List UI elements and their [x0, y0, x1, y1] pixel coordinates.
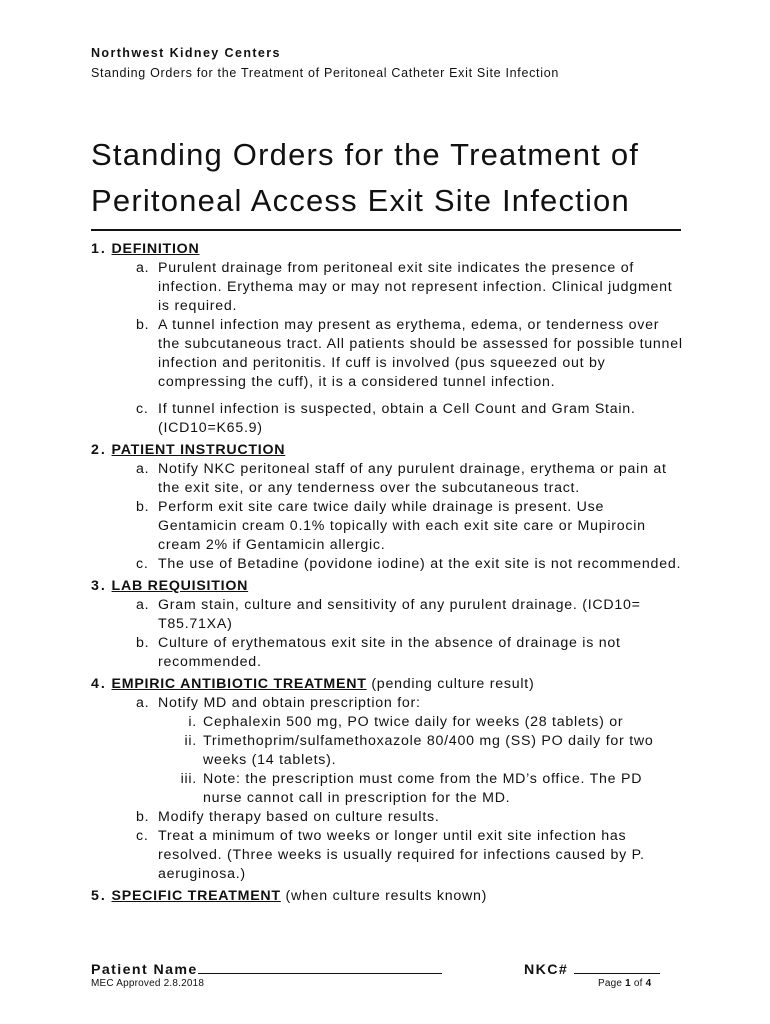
section-title-note: (when culture results known)	[280, 888, 488, 904]
list-marker: ii.	[184, 733, 197, 749]
patient-id-line	[91, 959, 681, 978]
page-total: 4	[645, 978, 652, 989]
patient-name-field[interactable]	[198, 959, 442, 974]
title-divider	[91, 229, 681, 231]
list-item-text: Modify therapy based on culture results.	[158, 809, 440, 825]
list-item	[91, 400, 683, 438]
list-marker: i.	[188, 714, 197, 730]
list-item	[91, 596, 683, 634]
list-marker: iii.	[180, 771, 197, 787]
list-item	[91, 316, 683, 392]
list-item	[91, 634, 683, 672]
section-title: PATIENT INSTRUCTION	[111, 442, 286, 458]
section-title: EMPIRIC ANTIBIOTIC TREATMENT	[111, 676, 367, 692]
section-definition	[91, 240, 683, 438]
list-marker: a.	[136, 260, 150, 276]
section-number: 3.	[91, 578, 107, 594]
section-number: 4.	[91, 676, 107, 692]
sub-list-item	[91, 732, 683, 770]
list-marker: b.	[136, 809, 150, 825]
header-organization: Northwest Kidney Centers	[91, 46, 281, 60]
page-current: 1	[625, 978, 631, 989]
list-item-text: If tunnel infection is suspected, obtain a Cell Count and Gram Stain. (ICD10=K65.9)	[158, 401, 636, 436]
list-marker: b.	[136, 499, 150, 515]
list-item	[91, 808, 683, 827]
header-subtitle: Standing Orders for the Treatment of Peritoneal Catheter Exit Site Infection	[91, 66, 560, 80]
list-item	[91, 460, 683, 498]
list-marker: c.	[136, 828, 149, 844]
section-heading	[91, 887, 683, 906]
section-title: SPECIFIC TREATMENT	[111, 888, 281, 904]
section-specific-treatment	[91, 887, 683, 906]
section-number: 1.	[91, 241, 107, 257]
title-line-1: Standing Orders for the Treatment of	[91, 137, 640, 172]
list-item-text: Purulent drainage from peritoneal exit site indicates the presence of infection. Erythema may or may not represent infection. Clinical judgment is required.	[158, 260, 673, 314]
list-item	[91, 694, 683, 713]
list-item-text: A tunnel infection may present as erythema, edema, or tenderness over the subcutaneous tract. All patients should be assessed for possible tunnel infection and peritonitis. If cuff is involved (pus squeezed out by compressing the cuff), it is a considered tunnel infection.	[158, 317, 683, 390]
section-heading	[91, 240, 683, 259]
list-item	[91, 498, 683, 555]
list-item-text: Notify MD and obtain prescription for:	[158, 695, 421, 711]
section-heading	[91, 577, 683, 596]
list-marker: a.	[136, 461, 150, 477]
list-item-text: Treat a minimum of two weeks or longer until exit site infection has resolved. (Three weeks is usually required for infections caused by P. aeruginosa.)	[158, 828, 645, 882]
page-number	[598, 978, 651, 989]
section-title: DEFINITION	[111, 241, 200, 257]
section-title-note: (pending culture result)	[366, 676, 535, 692]
nkc-number-label: NKC#	[524, 962, 569, 978]
section-heading	[91, 441, 683, 460]
section-lab-requisition	[91, 577, 683, 672]
list-item-text: Note: the prescription must come from the MD’s office. The PD nurse cannot call in prescription for the MD.	[203, 771, 643, 806]
list-item	[91, 555, 683, 574]
list-marker: b.	[136, 317, 150, 333]
list-item-text: Trimethoprim/sulfamethoxazole 80/400 mg (SS) PO daily for two weeks (14 tablets).	[203, 733, 654, 768]
list-item-text: Gram stain, culture and sensitivity of any purulent drainage. (ICD10= T85.71XA)	[158, 597, 641, 632]
sub-list-item	[91, 770, 683, 808]
document-body	[91, 240, 683, 909]
list-item-text: Notify NKC peritoneal staff of any purulent drainage, erythema or pain at the exit site, or any tenderness over the subcutaneous tract.	[158, 461, 667, 496]
approval-note: MEC Approved 2.8.2018	[91, 978, 205, 989]
page-of-word: of	[633, 978, 643, 989]
sub-list-item	[91, 713, 683, 732]
section-heading	[91, 675, 683, 694]
list-marker: c.	[136, 401, 149, 417]
list-marker: a.	[136, 597, 150, 613]
section-number: 2.	[91, 442, 107, 458]
list-item-text: Cephalexin 500 mg, PO twice daily for weeks (28 tablets) or	[203, 714, 624, 730]
section-title: LAB REQUISITION	[111, 578, 249, 594]
patient-name-label: Patient Name	[91, 962, 198, 978]
page-word: Page	[598, 978, 623, 989]
nkc-number-group	[524, 959, 660, 978]
nkc-number-field[interactable]	[574, 959, 660, 974]
list-item-text: Perform exit site care twice daily while drainage is present. Use Gentamicin cream 0.1% topically with each exit site care or Mupirocin cream 2% if Gentamicin allergic.	[158, 499, 646, 553]
list-marker: c.	[136, 556, 149, 572]
list-item-text: Culture of erythematous exit site in the absence of drainage is not recommended.	[158, 635, 621, 670]
list-marker: b.	[136, 635, 150, 651]
list-item-text: The use of Betadine (povidone iodine) at the exit site is not recommended.	[158, 556, 682, 572]
list-item	[91, 259, 683, 316]
list-item	[91, 827, 683, 884]
document-title	[91, 132, 691, 224]
section-patient-instruction	[91, 441, 683, 574]
list-marker: a.	[136, 695, 150, 711]
section-number: 5.	[91, 888, 107, 904]
section-empiric-antibiotic-treatment	[91, 675, 683, 884]
title-line-2: Peritoneal Access Exit Site Infection	[91, 183, 630, 218]
